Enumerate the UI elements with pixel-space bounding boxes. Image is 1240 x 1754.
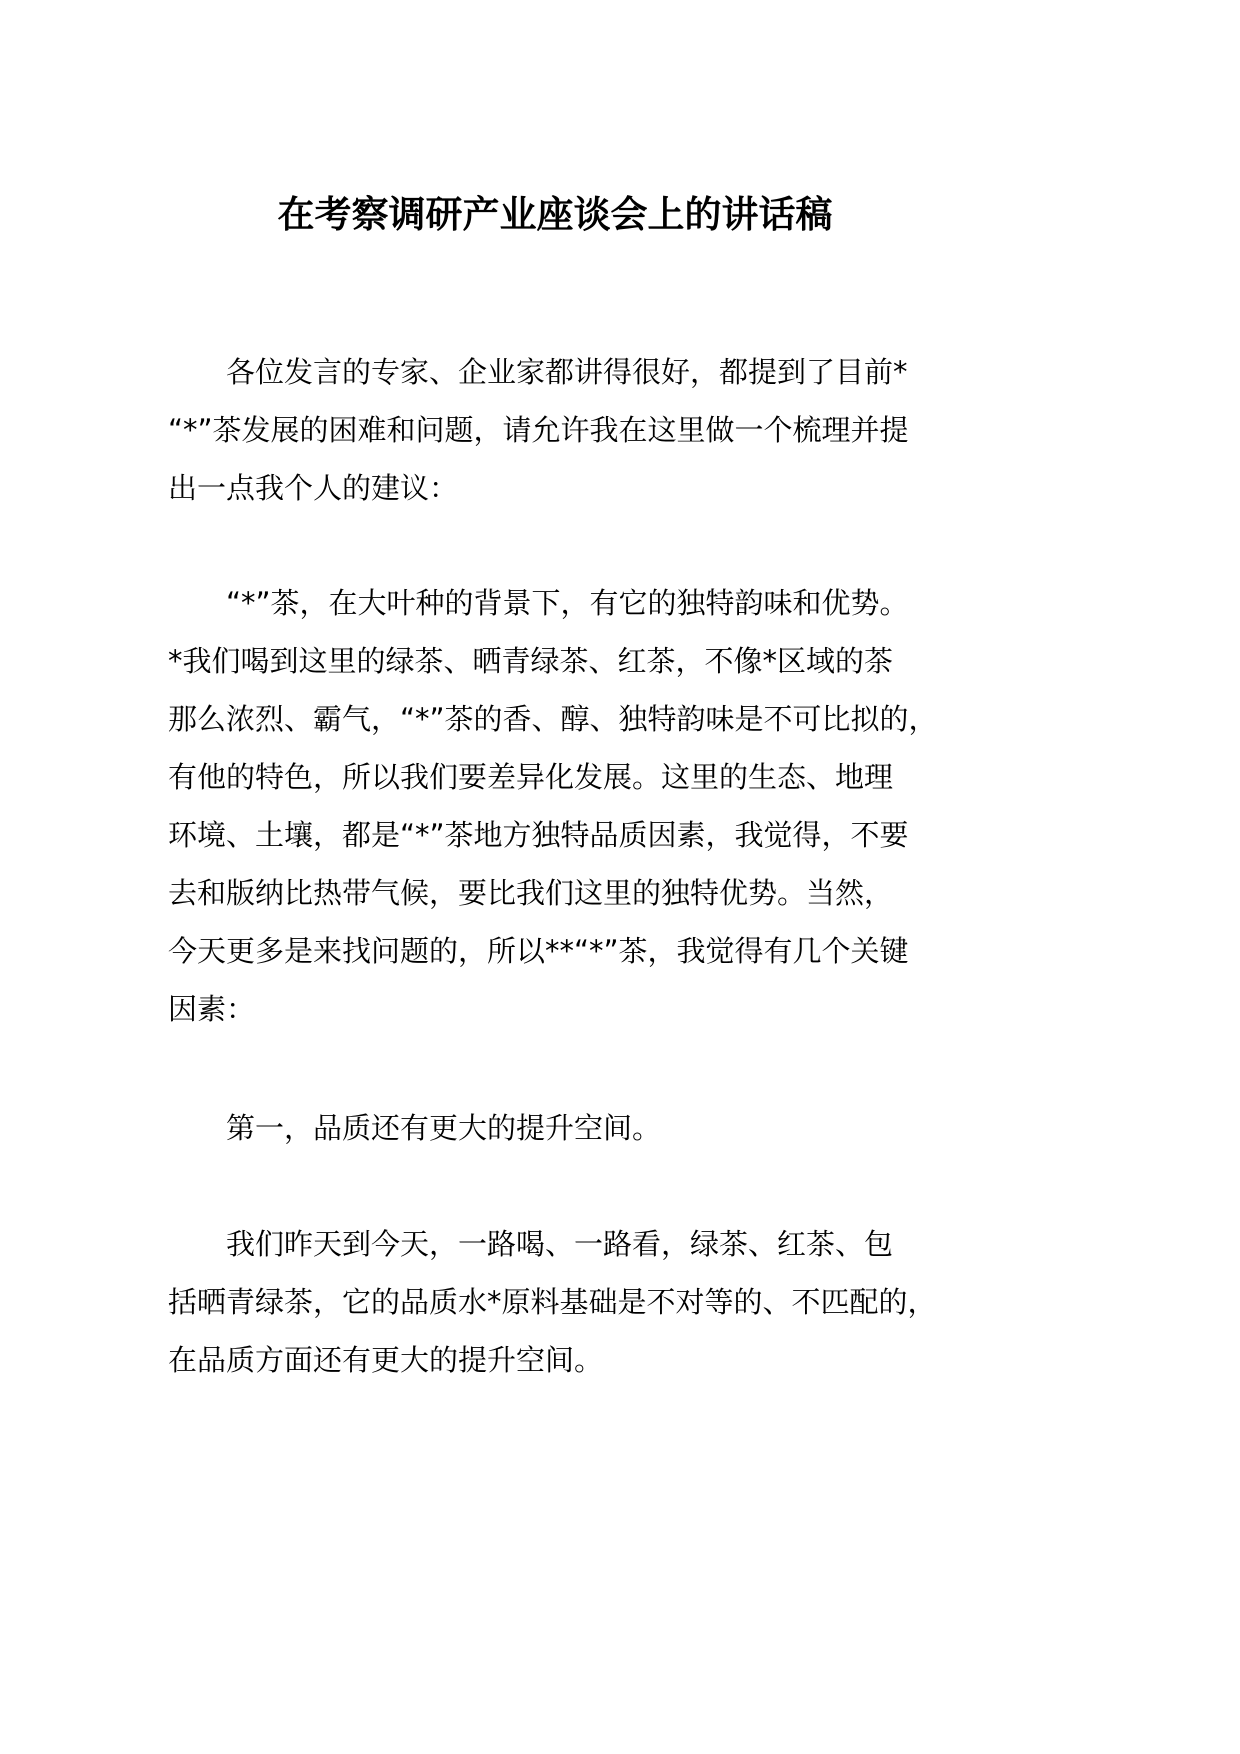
text-line: 有他的特色，所以我们要差异化发展。这里的生态、地理 — [168, 760, 894, 794]
text-line: 各位发言的专家、企业家都讲得很好，都提到了目前* — [168, 355, 908, 389]
text-line: *我们喝到这里的绿茶、晒青绿茶、红茶，不像*区域的茶 — [168, 644, 894, 678]
paragraph-4 — [168, 1215, 988, 1389]
text-line: 我们昨天到今天，一路喝、一路看，绿茶、红茶、包 — [168, 1227, 894, 1261]
text-line: “*”茶，在大叶种的背景下，有它的独特韵味和优势。 — [168, 586, 909, 620]
paragraph-3 — [168, 1099, 988, 1157]
text-line: 环境、土壤，都是“*”茶地方独特品质因素，我觉得，不要 — [168, 818, 909, 852]
paragraph-1 — [168, 343, 988, 517]
text-line: 那么浓烈、霸气，“*”茶的香、醇、独特韵味是不可比拟的， — [168, 702, 938, 736]
paragraph-2 — [168, 574, 988, 1038]
text-line: 出一点我个人的建议： — [168, 471, 459, 505]
text-line: 在品质方面还有更大的提升空间。 — [168, 1343, 604, 1377]
text-line: 去和版纳比热带气候，要比我们这里的独特优势。当然， — [168, 876, 894, 910]
text-line: 括晒青绿茶，它的品质水*原料基础是不对等的、不匹配的， — [168, 1285, 937, 1319]
text-line: “*”茶发展的困难和问题，请允许我在这里做一个梳理并提 — [168, 413, 909, 447]
section-heading: 第一，品质还有更大的提升空间。 — [168, 1111, 662, 1145]
text-line: 因素： — [168, 992, 256, 1026]
document-title: 在考察调研产业座谈会上的讲话稿 — [277, 193, 833, 236]
text-line: 今天更多是来找问题的，所以**“*”茶，我觉得有几个关键 — [168, 934, 909, 968]
